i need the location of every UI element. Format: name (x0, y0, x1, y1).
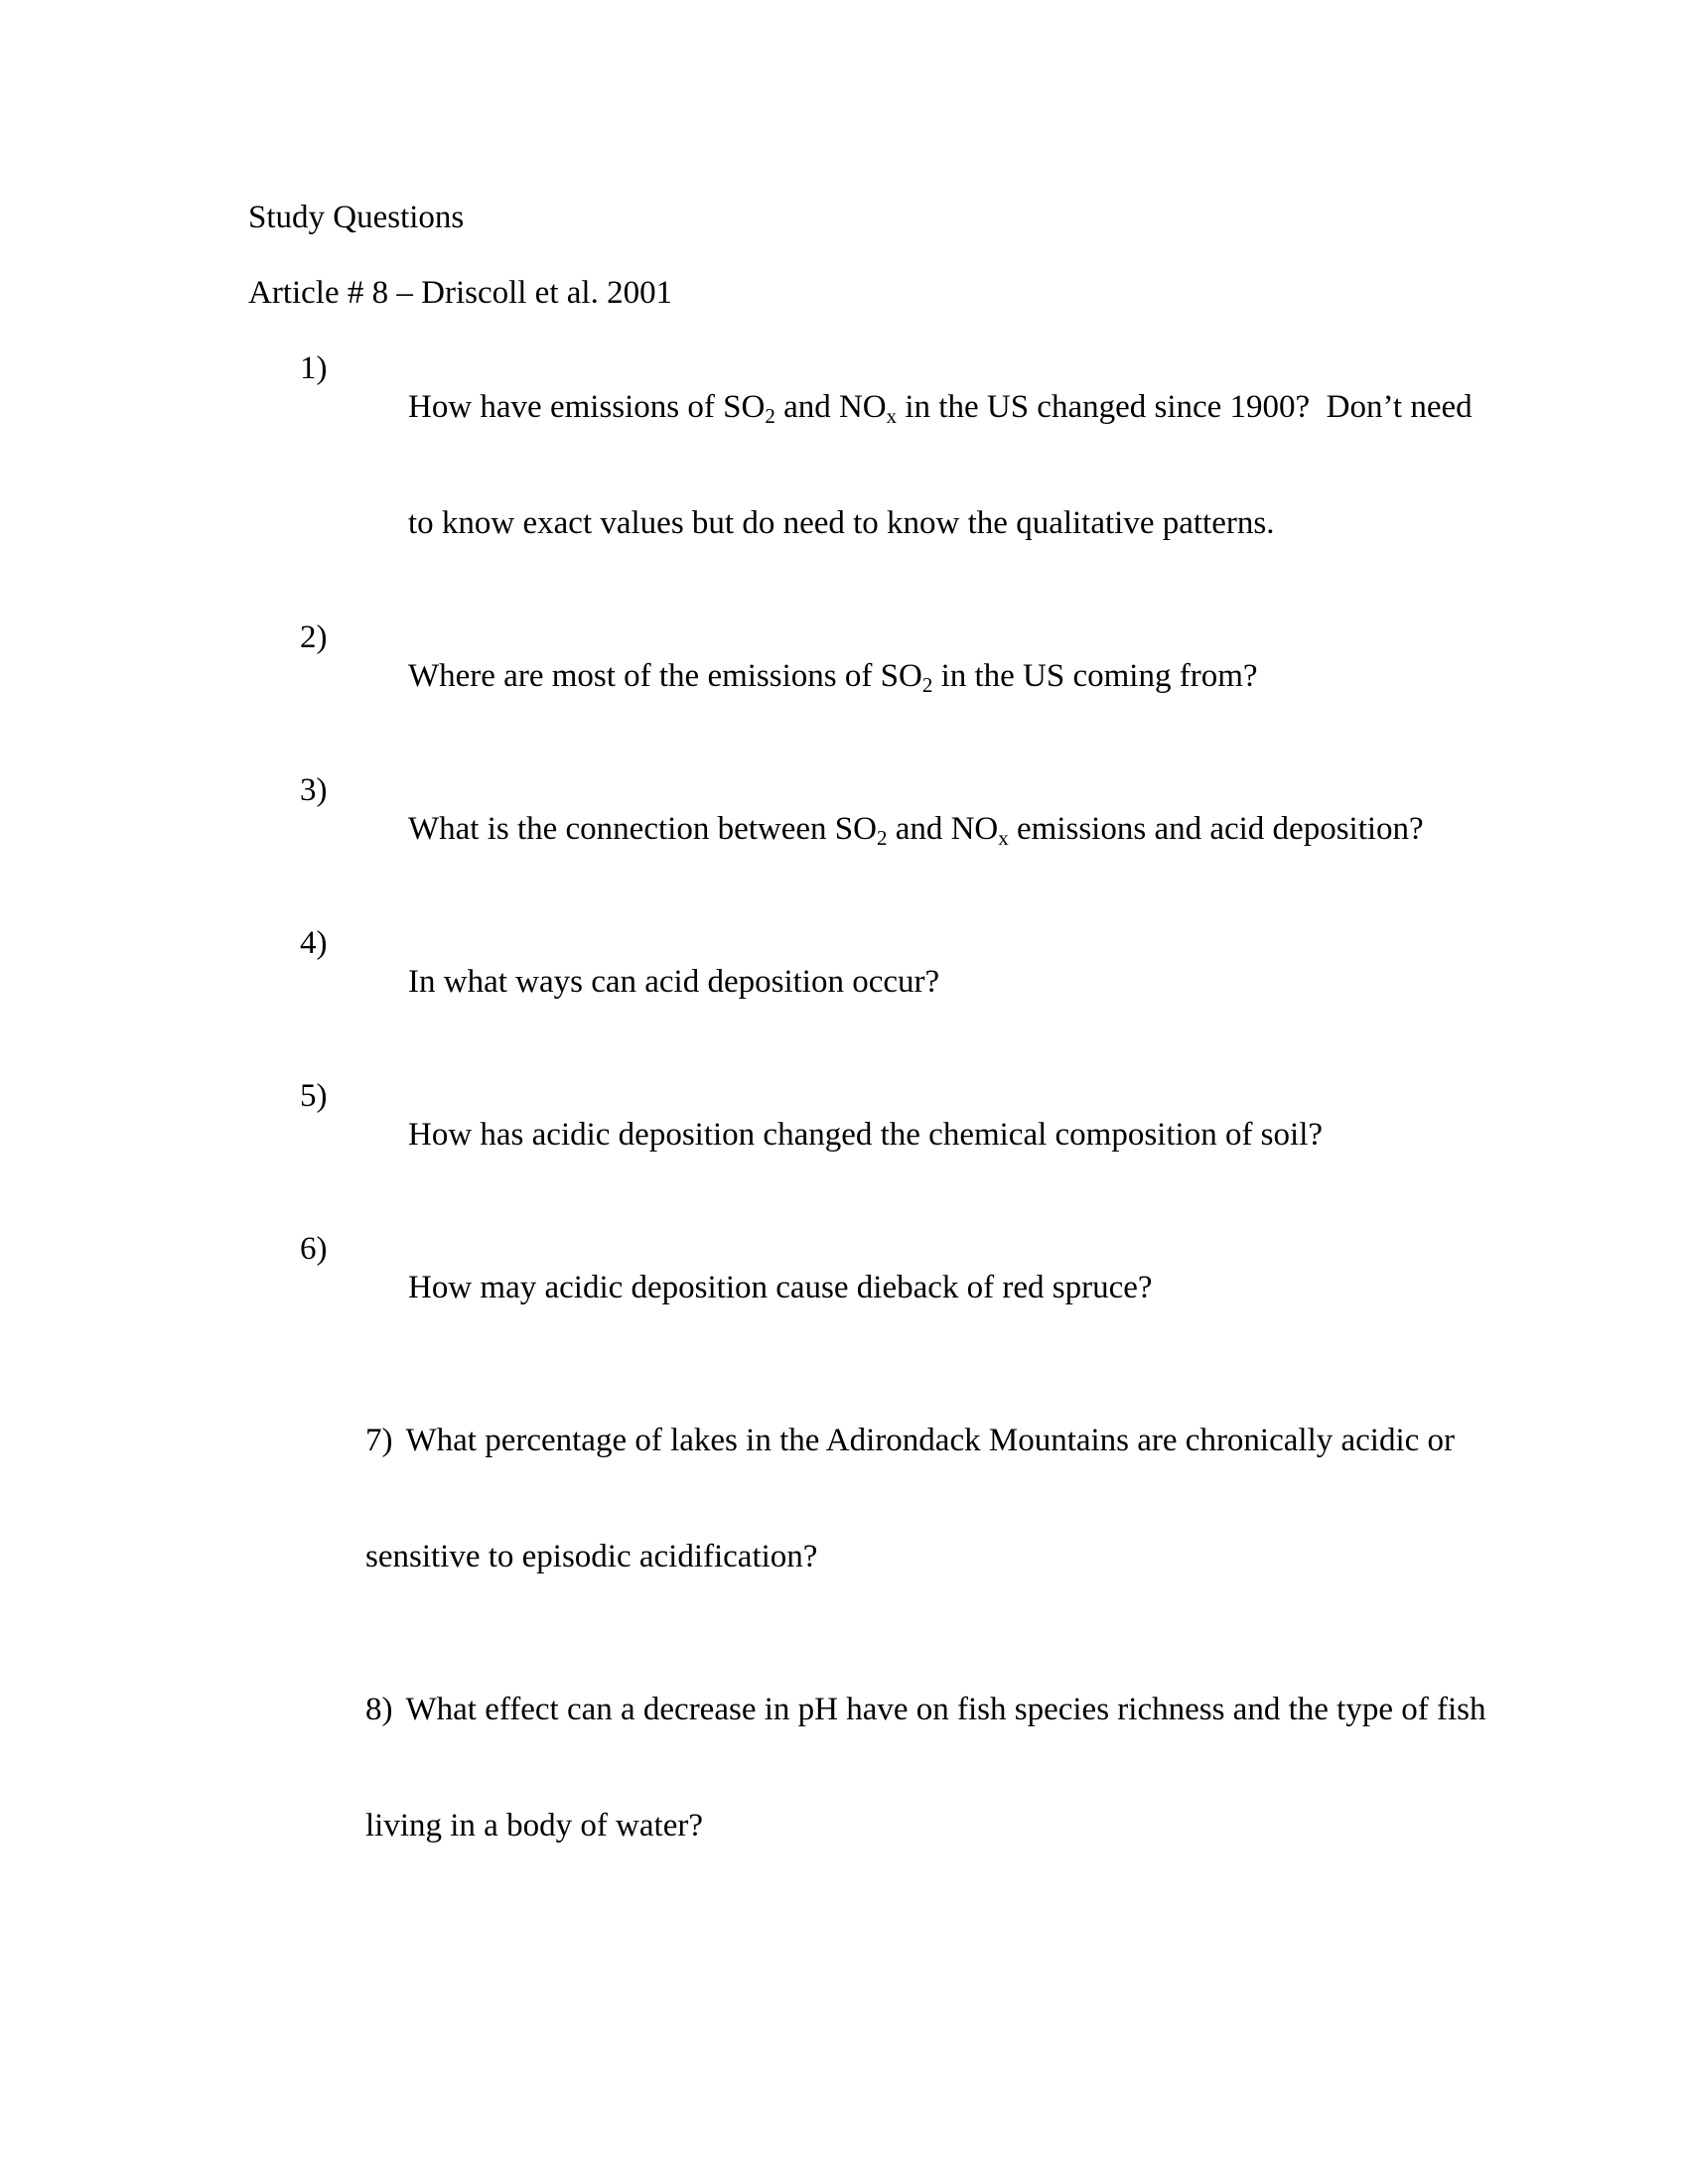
subscript-text: x (998, 826, 1009, 850)
question-line (248, 771, 1489, 887)
question-text: What is the connection between SO (408, 811, 877, 847)
question-line (248, 1768, 1489, 1884)
question-item-4 (248, 924, 1489, 1040)
question-text: in the US changed since 1900? Don’t need (897, 389, 1473, 425)
question-line (248, 1230, 1489, 1346)
question-text: What effect can a decrease in pH have on fish species richness and the type of fish (405, 1692, 1486, 1727)
document-subtitle: Article # 8 – Driscoll et al. 2001 (248, 275, 673, 311)
question-text: living in a body of water? (365, 1808, 703, 1843)
question-text: emissions and acid deposition? (1008, 811, 1424, 847)
question-line (248, 1077, 1489, 1193)
question-number: 5) (300, 1078, 328, 1114)
question-line (248, 924, 1489, 1040)
question-text: Where are most of the emissions of SO (408, 658, 922, 694)
question-number: 7) (365, 1423, 393, 1458)
question-text: How have emissions of SO (408, 389, 766, 425)
question-item-3 (248, 771, 1489, 887)
question-line (248, 1499, 1489, 1615)
question-item-5 (248, 1077, 1489, 1193)
question-item-8 (248, 1652, 1489, 1884)
document-content (248, 199, 1489, 1921)
question-text: and NO (887, 811, 999, 847)
document-title: Study Questions (248, 200, 465, 235)
question-item-7 (248, 1383, 1489, 1615)
question-text: and NO (774, 389, 887, 425)
question-number: 8) (365, 1692, 393, 1727)
question-line (248, 1383, 1489, 1499)
question-number: 1) (300, 350, 328, 386)
question-number: 3) (300, 772, 328, 808)
question-number: 4) (300, 925, 328, 961)
question-item-2 (248, 618, 1489, 735)
question-line (248, 1652, 1489, 1768)
subscript-text: 2 (921, 673, 933, 697)
question-line (248, 618, 1489, 735)
question-text: How has acidic deposition changed the chemical composition of soil? (408, 1117, 1324, 1153)
question-text: What percentage of lakes in the Adirondack Mountains are chronically acidic or (405, 1423, 1455, 1458)
question-text: In what ways can acid deposition occur? (408, 964, 940, 1000)
question-item-6 (248, 1230, 1489, 1346)
subscript-text: 2 (876, 826, 888, 850)
question-line (248, 466, 1489, 582)
question-text: sensitive to episodic acidification? (365, 1539, 818, 1574)
question-number: 2) (300, 619, 328, 655)
question-line (248, 349, 1489, 466)
subscript-text: 2 (765, 404, 775, 428)
question-item-1 (248, 349, 1489, 582)
question-text: in the US coming from? (932, 658, 1258, 694)
subscript-text: x (886, 404, 898, 428)
question-number: 6) (300, 1231, 328, 1267)
question-text: How may acidic deposition cause dieback of red spruce? (408, 1270, 1153, 1305)
question-text: to know exact values but do need to know the qualitative patterns. (408, 505, 1275, 541)
